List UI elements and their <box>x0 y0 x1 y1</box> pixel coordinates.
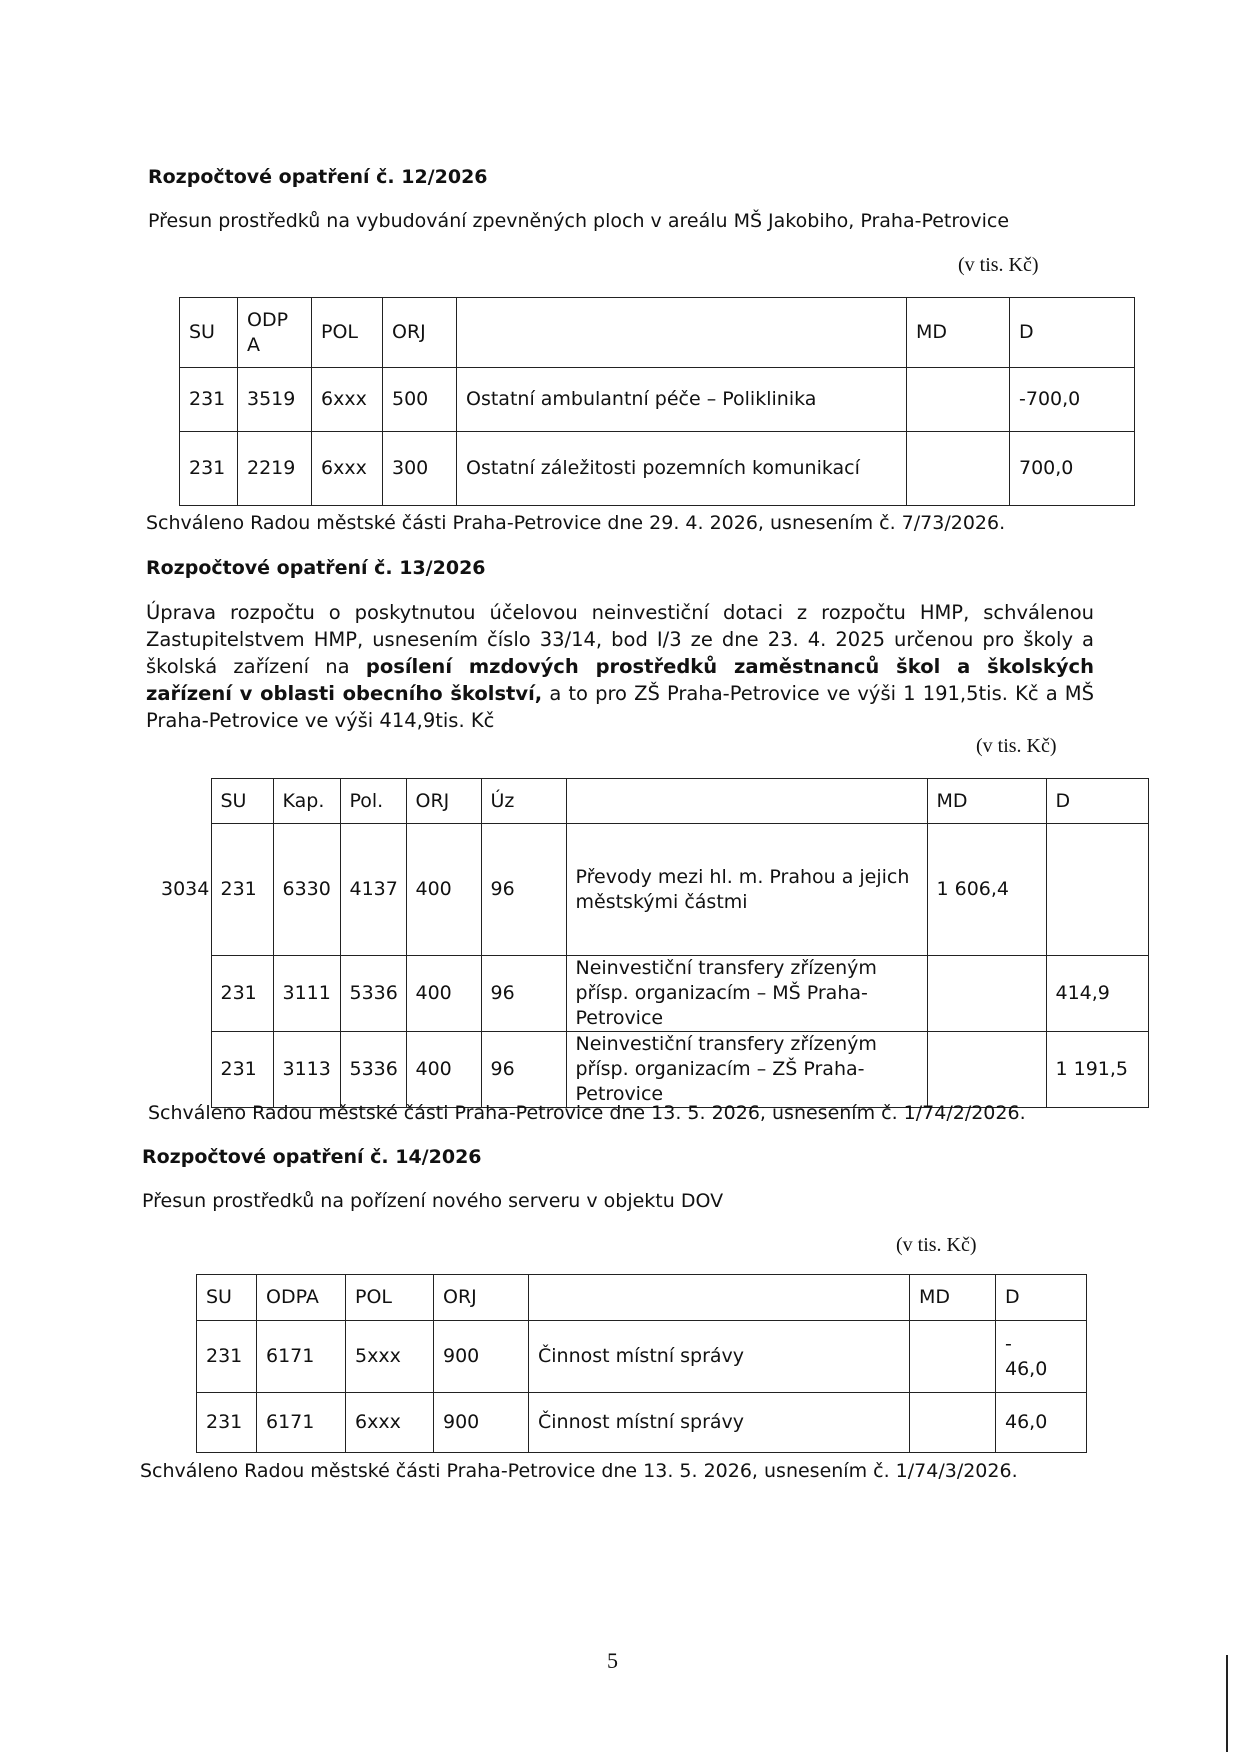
cell: 96 <box>481 956 566 1032</box>
cell <box>927 956 1046 1032</box>
header-cell: Kap. <box>273 779 340 824</box>
section-13-description-part: Úprava rozpočtu o poskytnutou účelovou neinvestiční dotaci z rozpočtu HMP, schválenou Zastupitelstvem HMP, usnesením číslo 33/14, bod I/3 ze dne 23. 4. 2025 určenou pro školy a školská zařízení na <box>146 601 1094 678</box>
section-13-table <box>152 778 1149 1108</box>
section-14-title: Rozpočtové opatření č. 14/2026 <box>142 1146 482 1168</box>
cell: 6330 <box>273 824 340 956</box>
prefix-cell-empty <box>152 956 211 1032</box>
cell: 96 <box>481 824 566 956</box>
cell: 6171 <box>257 1321 346 1393</box>
section-13-title: Rozpočtové opatření č. 13/2026 <box>146 557 486 579</box>
cell: 500 <box>383 368 457 432</box>
table-header-row <box>197 1275 1087 1321</box>
cell: 1 191,5 <box>1046 1032 1148 1108</box>
table-row <box>180 368 1135 432</box>
cell: 3519 <box>238 368 312 432</box>
header-cell <box>566 779 927 824</box>
row-prefix: 3034 <box>161 878 210 900</box>
cell: Ostatní ambulantní péče – Poliklinika <box>457 368 907 432</box>
table-row <box>152 956 1148 1032</box>
header-cell: POL <box>346 1275 434 1321</box>
header-cell: D <box>1046 779 1148 824</box>
cell: 46,0 <box>996 1393 1087 1453</box>
section-13-description-emphasis: posílení mzdových prostředků zaměstnanců škol a školských zařízení v oblasti obecního školství, <box>146 655 1094 705</box>
cell <box>927 1032 1046 1108</box>
cell: Neinvestiční transfery zřízeným přísp. organizacím – MŠ Praha-Petrovice <box>566 956 927 1032</box>
cell: 231 <box>211 824 273 956</box>
cell: -700,0 <box>1010 368 1135 432</box>
table-row <box>152 824 1148 956</box>
cell: 231 <box>180 368 238 432</box>
header-cell: POL <box>312 298 383 368</box>
cell: 900 <box>434 1321 529 1393</box>
cell <box>1046 824 1148 956</box>
cell: Činnost místní správy <box>529 1321 910 1393</box>
table-row <box>152 1032 1148 1108</box>
header-cell: ORJ <box>406 779 481 824</box>
cell: 400 <box>406 824 481 956</box>
section-13-unit: (v tis. Kč) <box>976 735 1057 757</box>
cell: 3111 <box>273 956 340 1032</box>
cell: 96 <box>481 1032 566 1108</box>
section-14-description: Přesun prostředků na pořízení nového serveru v objektu DOV <box>142 1190 724 1212</box>
header-cell: ORJ <box>434 1275 529 1321</box>
header-cell: SU <box>197 1275 257 1321</box>
cell: 231 <box>211 1032 273 1108</box>
cell: 414,9 <box>1046 956 1148 1032</box>
section-14-table <box>196 1274 1087 1453</box>
prefix-cell-empty <box>152 1032 211 1108</box>
cell <box>907 432 1010 506</box>
section-12-table <box>179 297 1135 506</box>
cell: Převody mezi hl. m. Prahou a jejich městskými částmi <box>566 824 927 956</box>
header-cell: MD <box>907 298 1010 368</box>
table-header-row <box>152 779 1148 824</box>
cell: 231 <box>197 1321 257 1393</box>
section-12-description: Přesun prostředků na vybudování zpevněných ploch v areálu MŠ Jakobiho, Praha-Petrovice <box>148 210 1010 232</box>
cell <box>910 1321 996 1393</box>
prefix-cell-empty <box>152 779 211 824</box>
cell: 6171 <box>257 1393 346 1453</box>
cell: 231 <box>180 432 238 506</box>
header-cell: SU <box>211 779 273 824</box>
cell: 231 <box>211 956 273 1032</box>
cell: 5336 <box>340 956 406 1032</box>
table-row <box>197 1393 1087 1453</box>
header-cell: D <box>996 1275 1087 1321</box>
header-cell: ORJ <box>383 298 457 368</box>
header-cell: ODP A <box>238 298 312 368</box>
section-13-approval: Schváleno Radou městské části Praha-Petrovice dne 13. 5. 2026, usnesením č. 1/74/2/2026. <box>148 1102 1026 1124</box>
cell: Ostatní záležitosti pozemních komunikací <box>457 432 907 506</box>
cell: 5xxx <box>346 1321 434 1393</box>
cell <box>907 368 1010 432</box>
cell: 6xxx <box>312 432 383 506</box>
cell: 4137 <box>340 824 406 956</box>
header-cell: MD <box>927 779 1046 824</box>
header-cell: SU <box>180 298 238 368</box>
section-12-title: Rozpočtové opatření č. 12/2026 <box>148 166 488 188</box>
cell: 900 <box>434 1393 529 1453</box>
header-cell: D <box>1010 298 1135 368</box>
cell <box>910 1393 996 1453</box>
section-12-unit: (v tis. Kč) <box>958 254 1039 276</box>
header-cell: MD <box>910 1275 996 1321</box>
section-12-approval: Schváleno Radou městské části Praha-Petrovice dne 29. 4. 2026, usnesením č. 7/73/2026. <box>146 512 1006 534</box>
table-row <box>180 432 1135 506</box>
cell: 700,0 <box>1010 432 1135 506</box>
header-cell <box>529 1275 910 1321</box>
header-cell: Úz <box>481 779 566 824</box>
cell: 6xxx <box>312 368 383 432</box>
cell: Činnost místní správy <box>529 1393 910 1453</box>
page-edge-line <box>1226 1655 1228 1752</box>
cell: - 46,0 <box>996 1321 1087 1393</box>
section-13-description-part: a to pro ZŠ Praha-Petrovice ve výši 1 191,5tis. Kč a MŠ Praha-Petrovice ve výši 414,9tis. Kč <box>146 682 1094 732</box>
table-header-row <box>180 298 1135 368</box>
section-13-description <box>146 599 1094 734</box>
cell: 400 <box>406 1032 481 1108</box>
cell: 231 <box>197 1393 257 1453</box>
cell: 300 <box>383 432 457 506</box>
header-cell <box>457 298 907 368</box>
cell: 1 606,4 <box>927 824 1046 956</box>
section-14-approval: Schváleno Radou městské části Praha-Petrovice dne 13. 5. 2026, usnesením č. 1/74/3/2026. <box>140 1460 1018 1482</box>
cell: 400 <box>406 956 481 1032</box>
cell: 5336 <box>340 1032 406 1108</box>
table-row <box>197 1321 1087 1393</box>
section-14-unit: (v tis. Kč) <box>896 1234 977 1256</box>
header-cell: ODPA <box>257 1275 346 1321</box>
header-cell: Pol. <box>340 779 406 824</box>
cell: 6xxx <box>346 1393 434 1453</box>
cell: 2219 <box>238 432 312 506</box>
page-number: 5 <box>607 1648 618 1673</box>
cell: Neinvestiční transfery zřízeným přísp. organizacím – ZŠ Praha-Petrovice <box>566 1032 927 1108</box>
cell: 3113 <box>273 1032 340 1108</box>
